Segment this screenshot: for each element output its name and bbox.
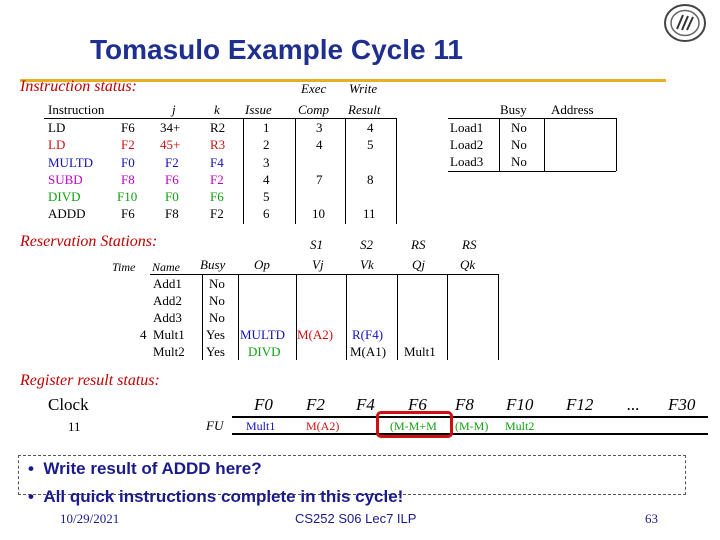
slide-title: Tomasulo Example Cycle 11 [90, 34, 463, 65]
register-header: ... [627, 395, 640, 414]
register-fu-value: (M-M+M [390, 419, 437, 433]
rs-busy: No [209, 276, 225, 291]
rs-busy: No [209, 310, 225, 325]
instr-k: F2 [210, 172, 224, 187]
register-bottom-rule [232, 433, 708, 435]
instr-op: DIVD [48, 189, 81, 204]
instr-k: F4 [210, 155, 224, 170]
load-busy: No [511, 154, 527, 169]
instr-issue: 5 [263, 189, 270, 204]
rs-time: 4 [140, 327, 147, 342]
load-address-header: Address [551, 102, 594, 117]
instr-op: SUBD [48, 172, 83, 187]
rs-op: MULTD [240, 327, 286, 342]
rs-qj: Mult1 [404, 344, 436, 359]
rs-rs2-header: RS [462, 237, 477, 252]
exec-comp-header: Comp [298, 102, 330, 117]
clock-value: 11 [68, 419, 81, 434]
bullet-marker: • [28, 487, 34, 506]
instr-col-divider-1 [243, 118, 244, 224]
rs-name: Add2 [153, 293, 182, 308]
rs-col-divider-6 [447, 274, 448, 360]
instr-j: 45+ [160, 137, 181, 152]
instr-col-divider-4 [396, 118, 397, 224]
note-bullet [28, 459, 262, 479]
rs-busy: Yes [206, 327, 225, 342]
rs-col-divider-2 [238, 274, 239, 360]
instr-op: LD [48, 120, 66, 135]
write-result-header: Result [348, 102, 381, 117]
instr-col-divider-2 [295, 118, 296, 224]
rs-col-divider-7 [498, 274, 499, 360]
load-name: Load2 [450, 137, 484, 152]
load-busy: No [511, 120, 527, 135]
instr-op: ADDD [48, 206, 86, 221]
fu-label: FU [206, 418, 224, 433]
rs-name: Mult1 [153, 327, 185, 342]
rs-qj-header: Qj [412, 257, 425, 272]
register-header: F8 [455, 395, 474, 414]
register-fu-value: (M-M) [455, 419, 489, 433]
rs-s2-header: S2 [360, 237, 373, 252]
footer-course: CS252 S06 Lec7 ILP [295, 511, 417, 526]
load-col-divider-3 [616, 118, 617, 171]
rs-busy-header: Busy [200, 257, 226, 272]
instr-write: 11 [363, 206, 376, 221]
exec-header-top: Exec [301, 81, 327, 96]
load-busy: No [511, 137, 527, 152]
register-header: F12 [566, 395, 594, 414]
footer-date: 10/29/2021 [60, 511, 120, 526]
register-header: F0 [254, 395, 273, 414]
instr-exec: 4 [316, 137, 323, 152]
rs-vj-header: Vj [312, 257, 324, 272]
load-bottom-rule [448, 171, 616, 172]
rs-col-divider-5 [397, 274, 398, 360]
load-name: Load3 [450, 154, 484, 169]
instr-j: F6 [165, 172, 179, 187]
instr-col-divider-3 [345, 118, 346, 224]
rs-name-header: Name [152, 260, 180, 274]
instr-write: 4 [367, 120, 374, 135]
register-header: F30 [668, 395, 696, 414]
register-header: F6 [408, 395, 427, 414]
issue-header: Issue [245, 102, 272, 117]
instr-dst: F8 [121, 172, 135, 187]
f6-highlight-box [376, 411, 453, 438]
instr-issue: 4 [263, 172, 270, 187]
register-header: F2 [306, 395, 325, 414]
write-header-top: Write [349, 81, 378, 96]
rs-col-divider-4 [346, 274, 347, 360]
k-header: k [214, 102, 220, 117]
instr-dst: F6 [121, 206, 135, 221]
rs-col-divider-1 [202, 274, 203, 360]
instr-issue: 1 [263, 120, 270, 135]
rs-op-header: Op [254, 257, 270, 272]
instr-k: F6 [210, 189, 224, 204]
university-seal-logo [663, 3, 707, 43]
instr-j: F2 [165, 155, 179, 170]
instr-issue: 3 [263, 155, 270, 170]
register-header: F4 [356, 395, 375, 414]
instr-k: R3 [210, 137, 226, 152]
bullet-marker: • [28, 459, 34, 478]
j-header: j [172, 102, 176, 117]
instr-dst: F6 [121, 120, 135, 135]
register-fu-value: Mult1 [246, 419, 276, 433]
rs-name: Add1 [153, 276, 182, 291]
instruction-header: Instruction [48, 102, 105, 117]
instr-write: 8 [367, 172, 374, 187]
instr-k: R2 [210, 120, 226, 135]
rs-s1-header: S1 [310, 237, 323, 252]
note-quick-complete: All quick instructions complete in this cycle! [43, 487, 404, 506]
clock-label: Clock [48, 395, 89, 414]
rs-vk: R(F4) [352, 327, 384, 342]
load-col-divider-1 [499, 118, 500, 171]
footer-page-number: 63 [645, 511, 658, 526]
rs-busy: No [209, 293, 225, 308]
instr-dst: F10 [117, 189, 138, 204]
load-header-rule [448, 118, 616, 119]
instr-write: 5 [367, 137, 374, 152]
load-busy-header: Busy [500, 102, 527, 117]
register-header-rule [232, 416, 708, 418]
instr-header-rule [44, 118, 396, 119]
instr-j: 34+ [160, 120, 181, 135]
instr-exec: 3 [316, 120, 323, 135]
instr-dst: F0 [121, 155, 135, 170]
instr-op: MULTD [48, 155, 94, 170]
rs-op: DIVD [248, 344, 281, 359]
instr-j: F8 [165, 206, 179, 221]
instruction-status-label: Instruction status: [20, 78, 137, 95]
register-fu-value: M(A2) [306, 419, 340, 433]
rs-vj: M(A2) [297, 327, 334, 342]
note-bullet [28, 487, 403, 507]
instr-issue: 2 [263, 137, 270, 152]
instr-issue: 6 [263, 206, 270, 221]
load-col-divider-2 [544, 118, 545, 171]
register-fu-value: Mult2 [505, 419, 535, 433]
rs-vk-header: Vk [360, 257, 374, 272]
register-status-label: Register result status: [20, 372, 160, 389]
instr-j: F0 [165, 189, 179, 204]
rs-vk: M(A1) [350, 344, 387, 359]
instr-exec: 7 [316, 172, 323, 187]
instr-op: LD [48, 137, 66, 152]
instr-k: F2 [210, 206, 224, 221]
load-name: Load1 [450, 120, 484, 135]
rs-busy: Yes [206, 344, 225, 359]
rs-col-divider-3 [296, 274, 297, 360]
register-header: F10 [506, 395, 534, 414]
rs-name: Add3 [153, 310, 182, 325]
note-write-result: Write result of ADDD here? [43, 459, 262, 478]
rs-qk-header: Qk [460, 257, 476, 272]
instr-dst: F2 [121, 137, 135, 152]
rs-time-header: Time [112, 260, 136, 274]
rs-name: Mult2 [153, 344, 185, 359]
rs-rs1-header: RS [411, 237, 426, 252]
instr-exec: 10 [312, 206, 325, 221]
reservation-stations-label: Reservation Stations: [20, 233, 158, 250]
